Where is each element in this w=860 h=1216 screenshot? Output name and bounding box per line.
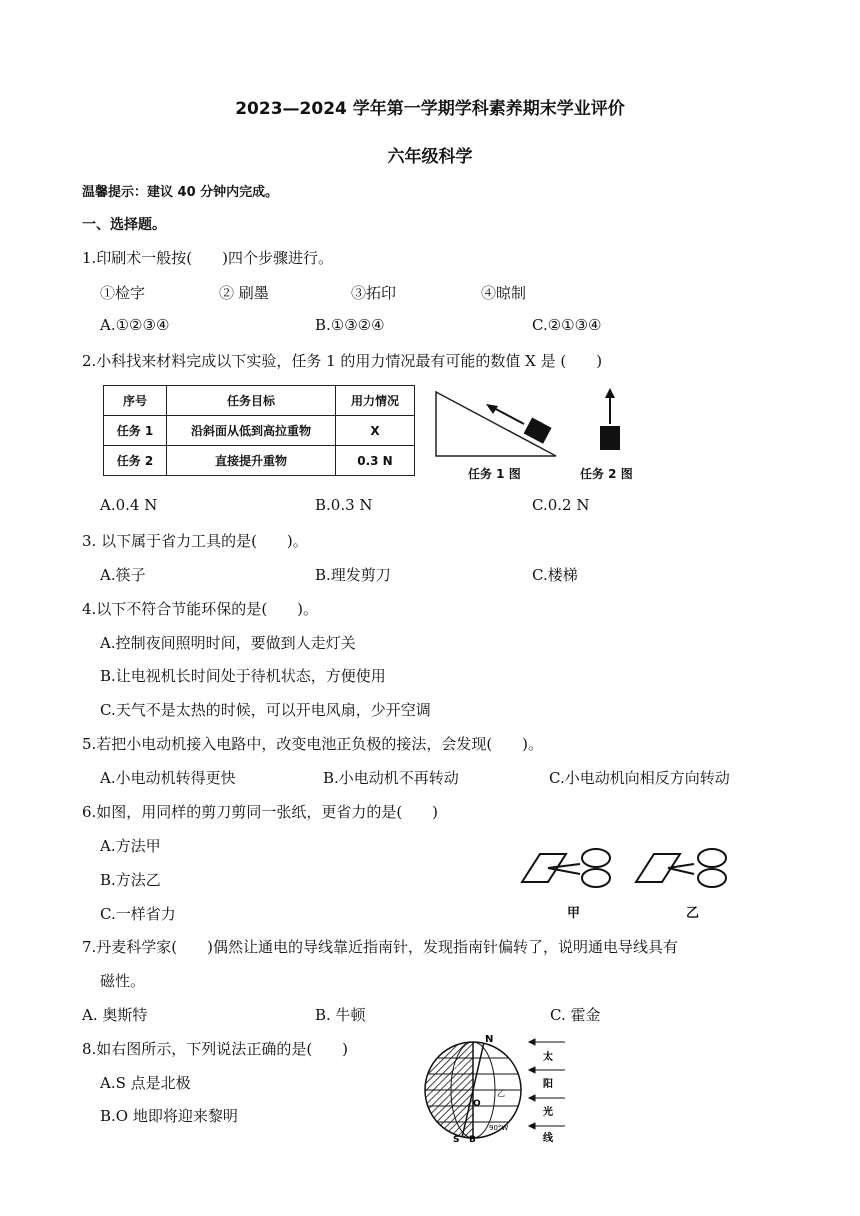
q2-ramp-figures bbox=[430, 380, 640, 460]
q7-option-b[interactable]: B. 牛顿 bbox=[315, 1006, 366, 1024]
scissors-yi-icon bbox=[636, 849, 726, 887]
q5-option-c[interactable]: C.小电动机向相反方向转动 bbox=[549, 769, 730, 787]
label-yi: 乙 bbox=[497, 1089, 505, 1098]
q4-option-a[interactable]: A.控制夜间照明时间，要做到人走灯关 bbox=[100, 634, 356, 652]
q6-scissors-figure bbox=[518, 842, 748, 900]
label-n: N bbox=[485, 1034, 494, 1045]
table-cell: 任务 2 bbox=[104, 446, 167, 476]
q8-globe-figure bbox=[415, 1030, 575, 1145]
exam-title: 2023—2024 学年第一学期学科素养期末学业评价 bbox=[235, 99, 625, 119]
q2-option-b[interactable]: B.0.3 N bbox=[315, 496, 373, 514]
q7-stem-line1: 7.丹麦科学家( )偶然让通电的导线靠近指南针，发现指南针偏转了，说明通电导线具有 bbox=[82, 938, 679, 956]
lift-weight-icon bbox=[600, 426, 620, 450]
q6-stem: 6.如图，用同样的剪刀剪同一张纸，更省力的是( ) bbox=[82, 803, 439, 821]
q7-option-c[interactable]: C. 霍金 bbox=[550, 1006, 601, 1024]
section-heading: 一、选择题。 bbox=[82, 217, 166, 233]
sun-label: 光 bbox=[543, 1107, 553, 1118]
q4-option-b[interactable]: B.让电视机长时间处于待机状态，方便使用 bbox=[100, 667, 386, 685]
q5-stem: 5.若把小电动机接入电路中，改变电池正负极的接法，会发现( )。 bbox=[82, 735, 544, 753]
q1-option-c[interactable]: C.②①③④ bbox=[532, 316, 602, 334]
scissors-jia-icon bbox=[522, 849, 610, 887]
q1-step: ④晾制 bbox=[481, 284, 527, 302]
q4-option-c[interactable]: C.天气不是太热的时候，可以开电风扇，少开空调 bbox=[100, 701, 431, 719]
table-header: 序号 bbox=[104, 386, 167, 416]
q1-step: ③拓印 bbox=[351, 284, 397, 302]
table-header: 任务目标 bbox=[167, 386, 336, 416]
q7-stem-line2: 磁性。 bbox=[100, 972, 146, 990]
table-header: 用力情况 bbox=[336, 386, 415, 416]
label-o: O bbox=[473, 1099, 481, 1109]
q3-option-a[interactable]: A.筷子 bbox=[100, 566, 146, 584]
q1-option-b[interactable]: B.①③②④ bbox=[315, 316, 385, 334]
ramp-weight-icon bbox=[524, 418, 552, 444]
q8-stem: 8.如右图所示，下列说法正确的是( ) bbox=[82, 1040, 349, 1058]
q4-stem: 4.以下不符合节能环保的是( )。 bbox=[82, 600, 319, 618]
q8-option-b[interactable]: B.O 地即将迎来黎明 bbox=[100, 1107, 238, 1125]
q2-option-a[interactable]: A.0.4 N bbox=[100, 496, 158, 514]
q1-option-a[interactable]: A.①②③④ bbox=[100, 316, 170, 334]
q2-stem: 2.小科找来材料完成以下实验，任务 1 的用力情况最有可能的数值 X 是 ( ) bbox=[82, 352, 603, 370]
q6-option-a[interactable]: A.方法甲 bbox=[100, 837, 161, 855]
q1-stem: 1.印刷术一般按( )四个步骤进行。 bbox=[82, 249, 334, 267]
q7-option-a[interactable]: A. 奥斯特 bbox=[82, 1006, 148, 1024]
q8-option-a[interactable]: A.S 点是北极 bbox=[100, 1074, 191, 1092]
lift-arrowhead-icon bbox=[605, 388, 615, 398]
tip-text: 温馨提示：建议 40 分钟内完成。 bbox=[82, 185, 279, 200]
table-cell: 直接提升重物 bbox=[167, 446, 336, 476]
fig-label-yi: 乙 bbox=[686, 906, 700, 921]
q2-task-table bbox=[103, 385, 415, 476]
table-cell: X bbox=[336, 416, 415, 446]
table-cell: 0.3 N bbox=[336, 446, 415, 476]
q3-stem: 3. 以下属于省力工具的是( )。 bbox=[82, 532, 308, 550]
q2-option-c[interactable]: C.0.2 N bbox=[532, 496, 590, 514]
q6-option-c[interactable]: C.一样省力 bbox=[100, 905, 176, 923]
q5-option-b[interactable]: B.小电动机不再转动 bbox=[323, 769, 459, 787]
table-cell: 任务 1 bbox=[104, 416, 167, 446]
label-lon: 90°W bbox=[489, 1124, 509, 1132]
label-jia: 甲 bbox=[453, 1065, 461, 1074]
exam-subtitle: 六年级科学 bbox=[387, 147, 473, 167]
fig-label-jia: 甲 bbox=[567, 906, 581, 921]
fig2-label: 任务 2 图 bbox=[580, 467, 633, 481]
q1-step: ①检字 bbox=[100, 284, 146, 302]
sun-label: 阳 bbox=[543, 1079, 553, 1090]
q3-option-c[interactable]: C.楼梯 bbox=[532, 566, 578, 584]
fig1-label: 任务 1 图 bbox=[468, 467, 521, 481]
q5-option-a[interactable]: A.小电动机转得更快 bbox=[100, 769, 236, 787]
q3-option-b[interactable]: B.理发剪刀 bbox=[315, 566, 391, 584]
label-b: B bbox=[469, 1135, 476, 1145]
q1-step: ② 刷墨 bbox=[219, 284, 269, 302]
sun-label: 线 bbox=[543, 1133, 553, 1144]
q6-option-b[interactable]: B.方法乙 bbox=[100, 871, 161, 889]
label-s: S bbox=[453, 1135, 460, 1145]
pull-arrow-icon bbox=[492, 407, 524, 424]
sun-label: 太 bbox=[543, 1052, 553, 1063]
table-cell: 沿斜面从低到高拉重物 bbox=[167, 416, 336, 446]
